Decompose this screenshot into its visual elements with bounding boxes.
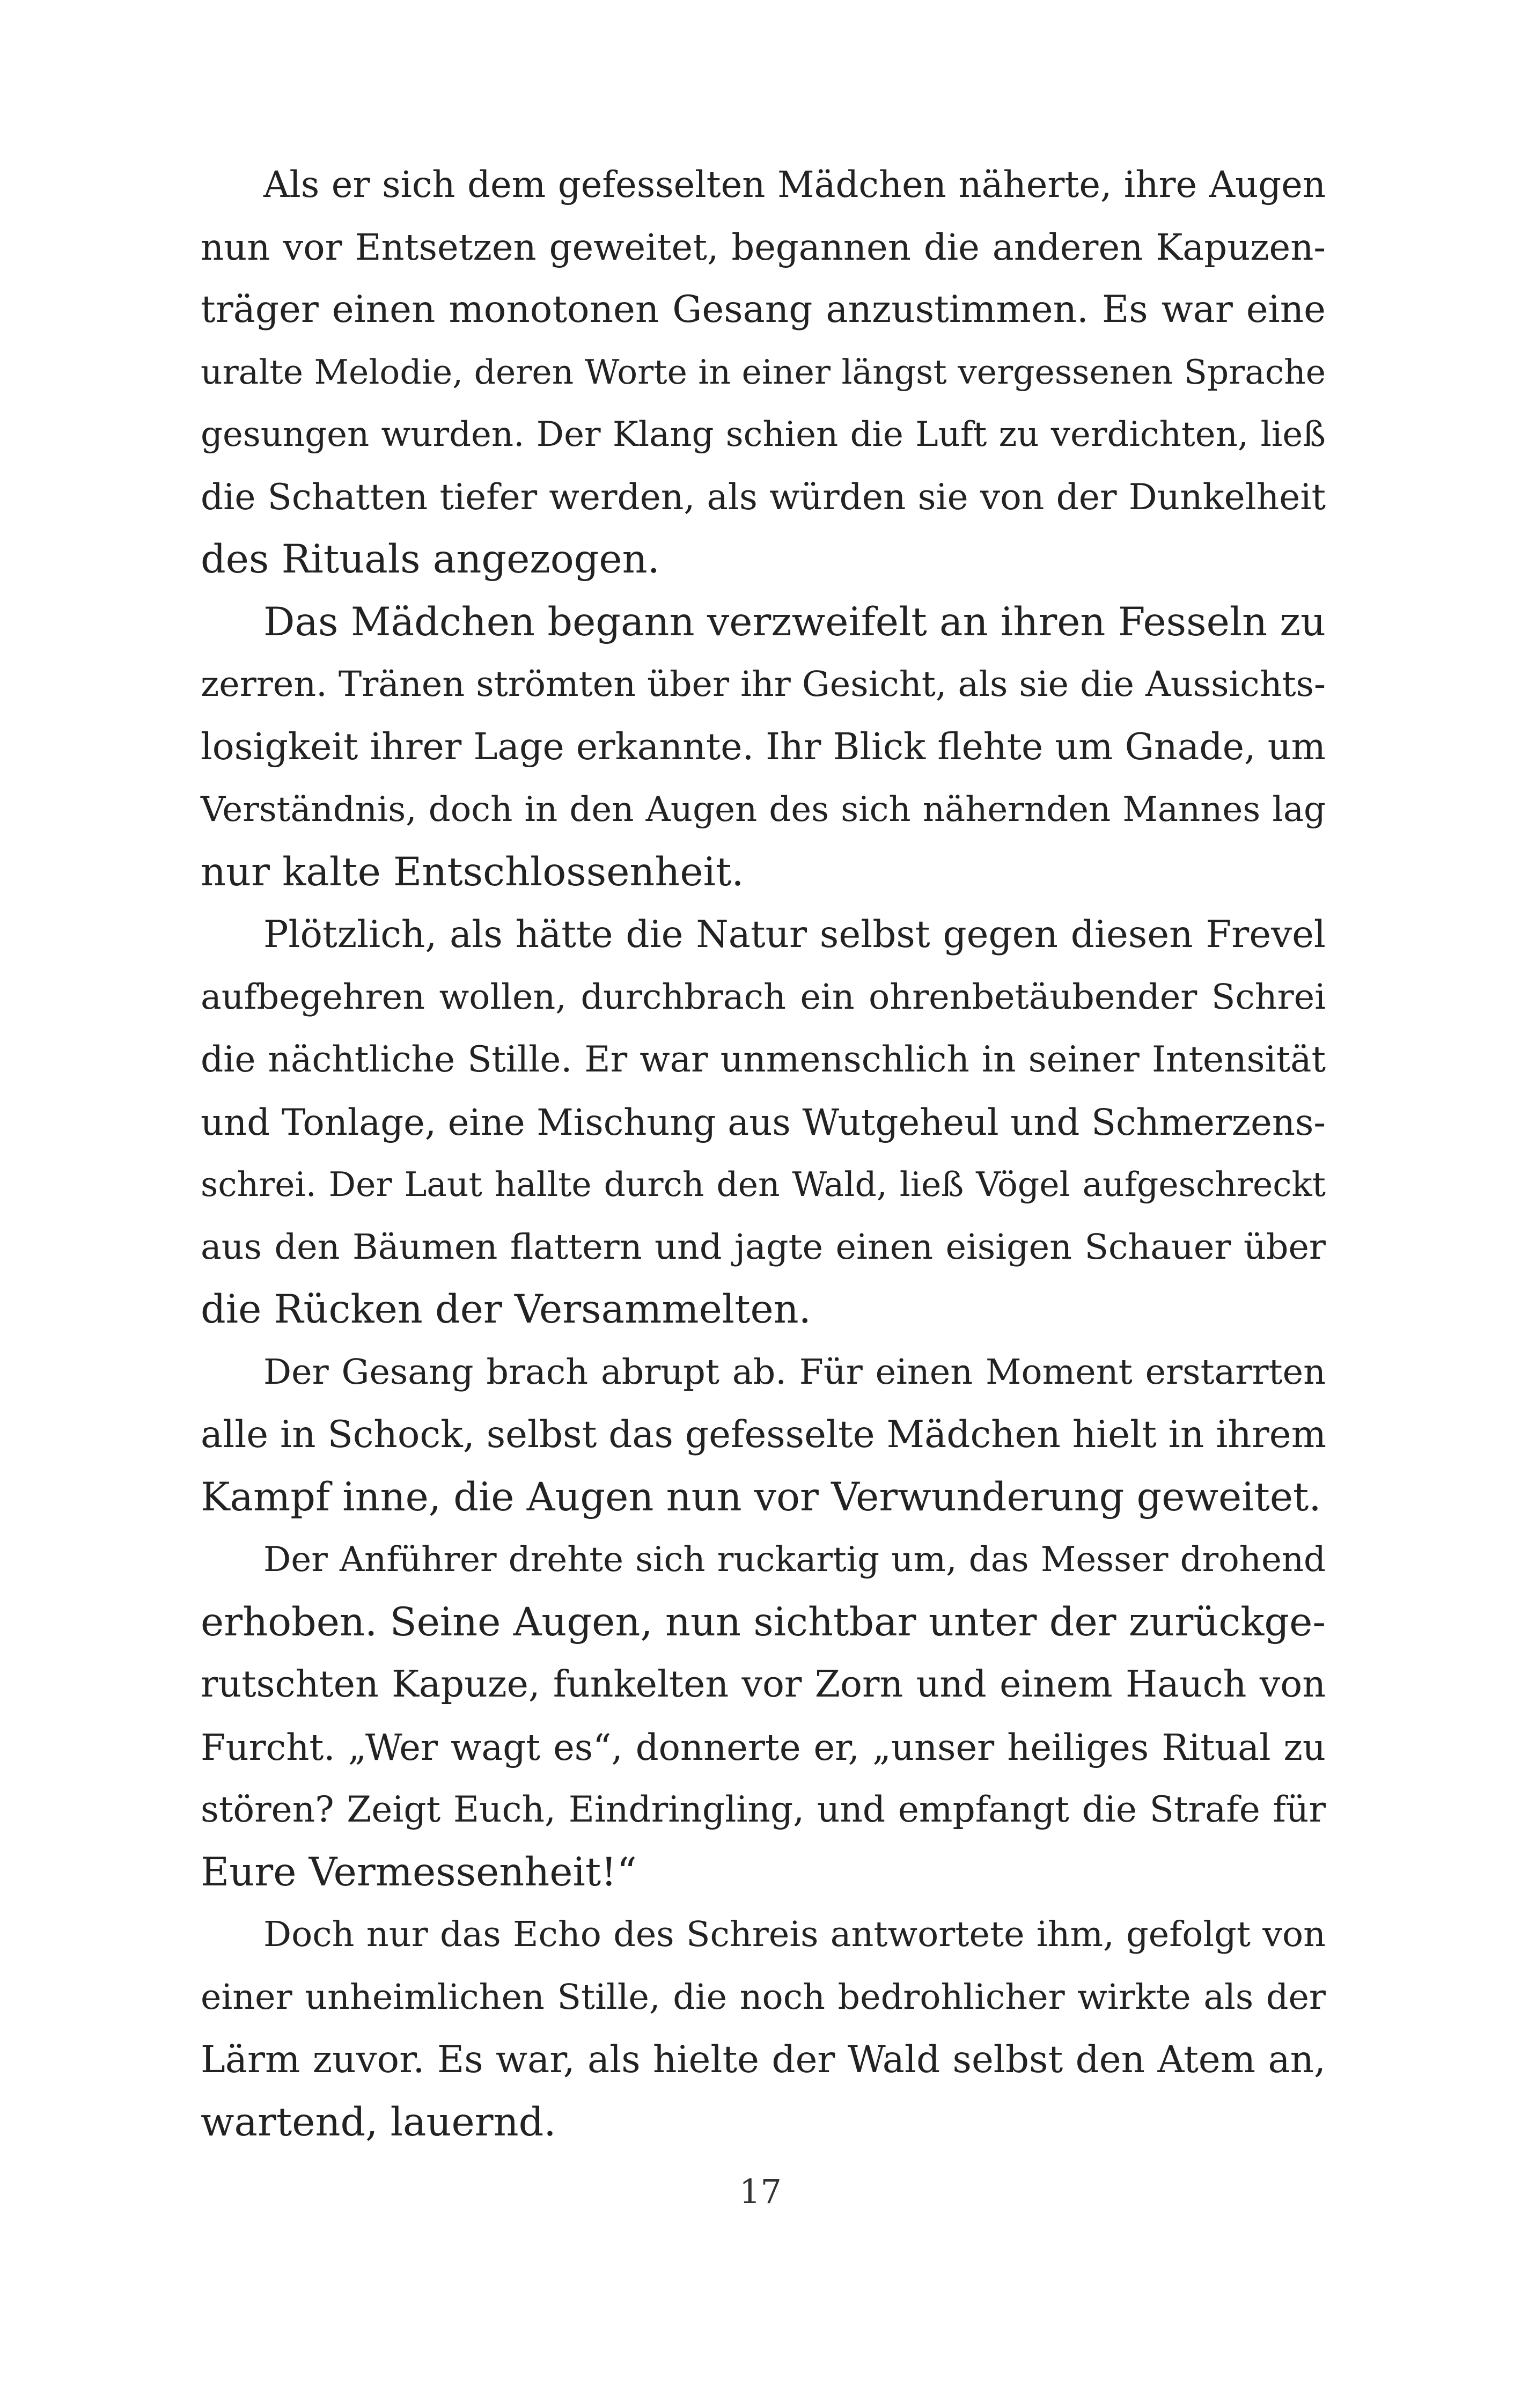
text-line: Der Anführer drehte sich ruckartig um, das Messer drohend — [263, 1540, 1326, 1580]
text-line: aus den Bäumen flattern und jagte einen eisigen Schauer über — [201, 1227, 1326, 1267]
text-line: wartend, lauernd. — [201, 2099, 556, 2145]
page-number: 17 — [739, 2172, 782, 2211]
text-line: die Schatten tiefer werden, als würden sie von der Dunkelheit — [201, 476, 1326, 518]
text-line: Plötzlich, als hätte die Natur selbst gegen diesen Frevel — [263, 913, 1326, 956]
text-line: Der Gesang brach abrupt ab. Für einen Moment erstarrten — [263, 1352, 1326, 1392]
text-line: Furcht. „Wer wagt es“, donnerte er, „unser heiliges Ritual zu — [201, 1726, 1326, 1768]
text-line: die Rücken der Versammelten. — [201, 1287, 811, 1332]
text-line: losigkeit ihrer Lage erkannte. Ihr Blick flehte um Gnade, um — [201, 725, 1326, 768]
text-line: alle in Schock, selbst das gefesselte Mädchen hielt in ihrem — [201, 1413, 1326, 1456]
text-line: einer unheimlichen Stille, die noch bedrohlicher wirkte als der — [201, 1977, 1326, 2017]
text-line: erhoben. Seine Augen, nun sichtbar unter der zurückge- — [201, 1599, 1326, 1645]
text-line: Als er sich dem gefesselten Mädchen näherte, ihre Augen — [263, 164, 1326, 205]
text-line: schrei. Der Laut hallte durch den Wald, ließ Vögel aufgeschreckt — [201, 1165, 1326, 1204]
text-line: rutschten Kapuze, funkelten vor Zorn und einem Hauch von — [201, 1663, 1326, 1706]
text-line: stören? Zeigt Euch, Eindringling, und empfangt die Strafe für — [201, 1789, 1326, 1830]
body-text — [201, 153, 1326, 2154]
text-line: nun vor Entsetzen geweitet, begannen die anderen Kapuzen- — [201, 226, 1326, 268]
text-line: träger einen monotonen Gesang anzustimmen. Es war eine — [201, 288, 1326, 331]
text-line: zerren. Tränen strömten über ihr Gesicht, als sie die Aussichts- — [201, 664, 1326, 704]
text-line: Eure Vermessenheit!“ — [201, 1849, 637, 1895]
text-line: des Rituals angezogen. — [201, 537, 660, 582]
text-line: nur kalte Entschlossenheit. — [201, 849, 744, 895]
text-line: die nächtliche Stille. Er war unmenschlich in seiner Intensität — [201, 1039, 1326, 1080]
text-line: und Tonlage, eine Mischung aus Wutgeheul und Schmerzens- — [201, 1101, 1326, 1143]
text-line: gesungen wurden. Der Klang schien die Luft zu verdichten, ließ — [201, 415, 1326, 454]
text-line: Kampf inne, die Augen nun vor Verwunderung geweitet. — [201, 1474, 1321, 1520]
text-line: Verständnis, doch in den Augen des sich nähernden Mannes lag — [201, 790, 1326, 829]
text-line: Doch nur das Echo des Schreis antwortete ihm, gefolgt von — [263, 1914, 1326, 1955]
text-line: uralte Melodie, deren Worte in einer längst vergessenen Sprache — [201, 352, 1326, 392]
text-line: Lärm zuvor. Es war, als hielte der Wald selbst den Atem an, — [201, 2038, 1326, 2081]
text-line: aufbegehren wollen, durchbrach ein ohrenbetäubender Schrei — [201, 977, 1326, 1017]
text-line: Das Mädchen begann verzweifelt an ihren Fesseln zu — [263, 599, 1326, 645]
